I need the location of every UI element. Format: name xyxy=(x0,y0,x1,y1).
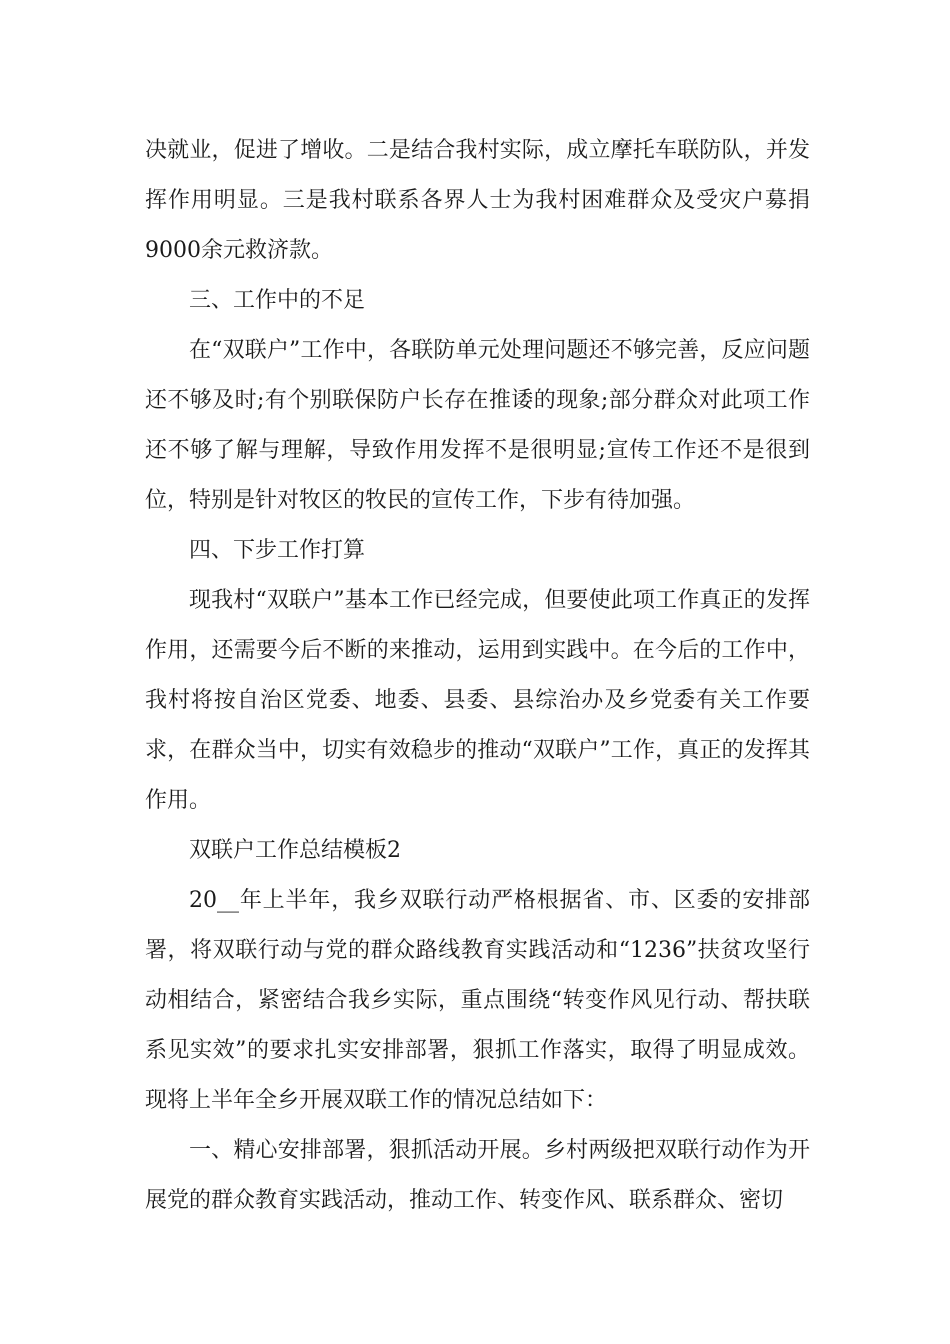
section-heading-next-steps: 四、下步工作打算 xyxy=(189,538,366,563)
paragraph-next-steps: 现我村“双联户”基本工作已经完成，但要使此项工作真正的发挥作用，还需要今后不断的来推动，运用到实践中。在今后的工作中，我村将按自治区党委、地委、县委、县综治办及乡党委有关工作要求，在群众当中，切实有效稳步的推动“双联户”工作，真正的发挥其作用。 xyxy=(145,588,810,813)
paragraph-continuation: 决就业，促进了增收。二是结合我村实际，成立摩托车联防队，并发挥作用明显。三是我村联系各界人士为我村困难群众及受灾户募捐9000余元救济款。 xyxy=(145,138,810,263)
document-subtitle-template-2: 双联户工作总结模板2 xyxy=(189,838,401,863)
paragraph-section-one: 一、精心安排部署，狠抓活动开展。乡村两级把双联行动作为开展党的群众教育实践活动，推动工作、转变作风、联系群众、密切 xyxy=(145,1138,810,1213)
section-heading-shortcomings: 三、工作中的不足 xyxy=(189,288,366,313)
paragraph-intro-template-2: 20__年上半年，我乡双联行动严格根据省、市、区委的安排部署，将双联行动与党的群众路线教育实践活动和“1236”扶贫攻坚行动相结合，紧密结合我乡实际，重点围绕“转变作风见行动、帮扶联系见实效”的要求扎实安排部署，狠抓工作落实，取得了明显成效。现将上半年全乡开展双联工作的情况总结如下： xyxy=(145,888,810,1113)
paragraph-shortcomings: 在“双联户”工作中，各联防单元处理问题还不够完善，反应问题还不够及时;有个别联保防户长存在推诿的现象;部分群众对此项工作还不够了解与理解，导致作用发挥不是很明显;宣传工作还不是很到位，特别是针对牧区的牧民的宣传工作，下步有待加强。 xyxy=(145,338,810,513)
document-body xyxy=(145,126,810,1226)
